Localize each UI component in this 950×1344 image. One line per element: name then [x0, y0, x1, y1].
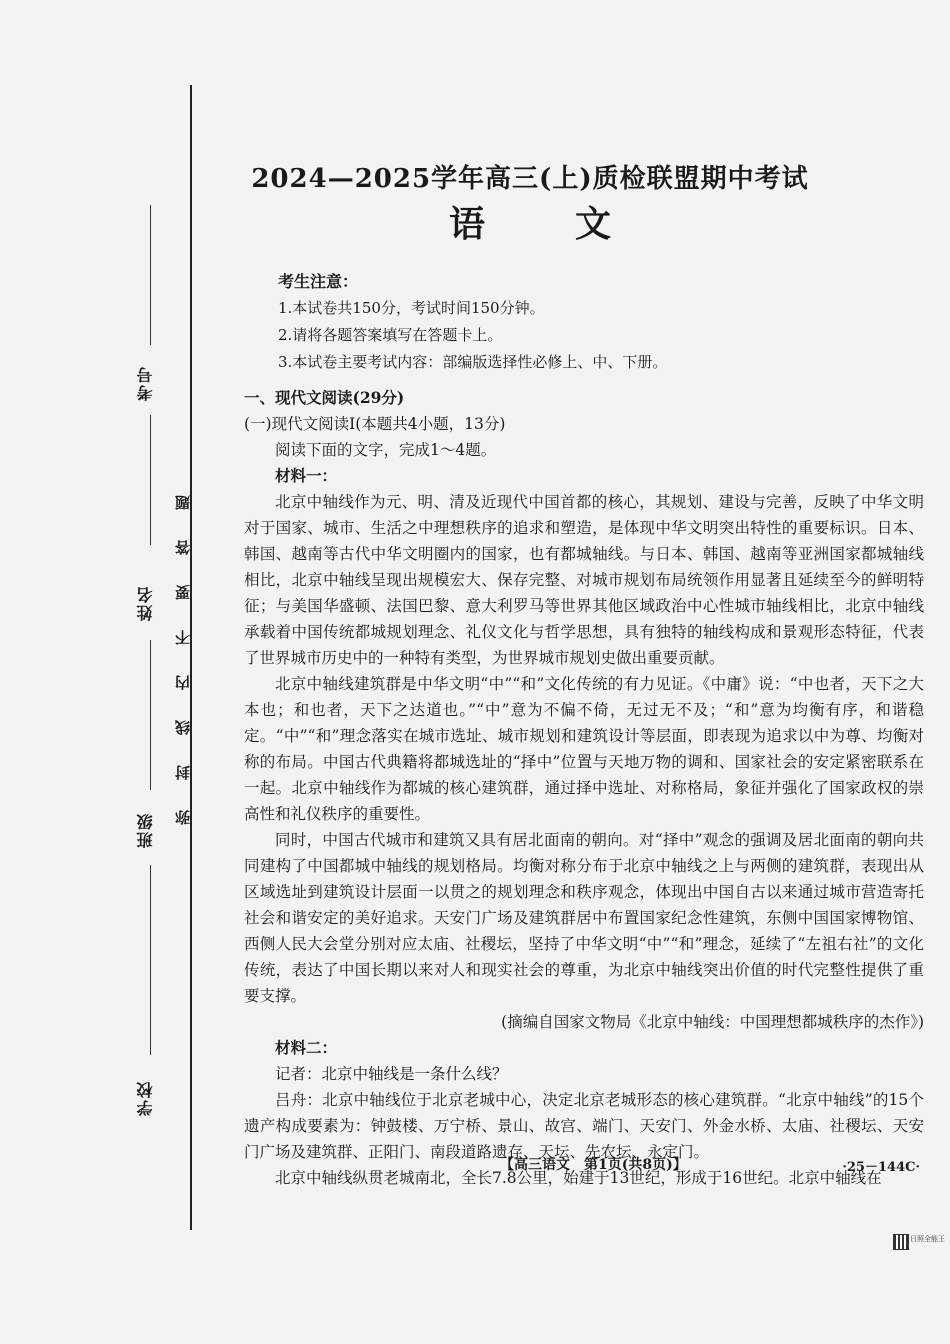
seal-notice: 弥封线内不要答题: [174, 465, 192, 825]
scanner-watermark: 日照全能王: [910, 1235, 945, 1243]
material-1-paragraph: 北京中轴线建筑群是中华文明“中”“和”文化传统的有力见证。《中庸》说：“中也者，天下之大本也；和也者，天下之达道也。”“中”意为不偏不倚，无过无不及；“和”意为均衡有序，和谐稳定。“中”“和”理念落实在城市选址、城市规划和建筑设计等层面，即表现为追求以中为尊、均衡对称的布局。中国古代典籍将都城选址的“择中”位置与天地万物的调和、国家社会的安定紧密联系在一起。北京中轴线作为都城的核心建筑群，通过择中选址、对称格局，象征并强化了国家政权的崇高性和礼仪秩序的重要性。: [244, 675, 924, 823]
class-line: [150, 865, 151, 1055]
notice-item: 2.请将各题答案填写在答题卡上。: [278, 326, 503, 344]
notice-item: 3.本试卷主要考试内容：部编版选择性必修上、中、下册。: [278, 353, 668, 371]
material-1-paragraph: 同时，中国古代城市和建筑又具有居北面南的朝向。对“择中”观念的强调及居北面南的朝向共同建构了中国都城中轴线的规划格局。均衡对称分布于北京中轴线之上与两侧的建筑群，表现出从区域选址到建筑设计层面一以贯之的规划理念和秩序观念，体现出中国自古以来通过城市营造寄托社会和谐安定的美好追求。天安门广场及建筑群居中布置国家纪念性建筑，东侧中国国家博物馆、西侧人民大会堂分别对应太庙、社稷坛，坚持了中华文明“中”“和”理念，延续了“左祖右社”的文化传统，表达了中国长期以来对人和现实社会的尊重，为北京中轴线突出价值的时代完整性提供了重要支撑。: [244, 831, 924, 1005]
field-school: 学校: [136, 1080, 155, 1116]
material-2-paragraph: 记者：北京中轴线是一条什么线？: [275, 1065, 508, 1083]
notice-item: 1.本试卷共150分，考试时间150分钟。: [278, 299, 545, 317]
material-1-source: (摘编自国家文物局《北京中轴线：中国理想都城秩序的杰作》): [501, 1013, 924, 1031]
notice-title: 考生注意：: [278, 272, 359, 291]
candidate-notice: [278, 268, 667, 376]
section-instruction: 阅读下面的文字，完成1～4题。: [275, 441, 497, 459]
reading-section: [244, 385, 924, 1191]
material-2-paragraph: 北京中轴线纵贯老城南北，全长7.8公里，始建于13世纪，形成于16世纪。北京中轴线在: [275, 1169, 882, 1187]
field-class: 班级: [136, 812, 155, 848]
page-footer: 【高三语文 第1页(共8页)】: [500, 1157, 687, 1173]
exam-title: 2024—2025学年高三(上)质检联盟期中考试: [251, 164, 809, 194]
material-2-paragraph: 吕舟：北京中轴线位于北京老城中心，决定北京老城形态的核心建筑群。“北京中轴线”的15个遗产构成要素为：钟鼓楼、万宁桥、景山、故宫、端门、天安门、外金水桥、太庙、社稷坛、天安门广场及建筑群、正阳门、南段道路遗存、天坛、先农坛、永定门。: [244, 1091, 924, 1161]
subject-title: 语文: [448, 203, 701, 245]
field-name: 姓名: [136, 585, 155, 621]
exam-no-line-lower: [150, 415, 151, 545]
qr-code-icon: [893, 1234, 909, 1250]
material-1-label: 材料一：: [275, 466, 338, 485]
name-line: [150, 640, 151, 790]
section-title: 一、现代文阅读(29分): [244, 388, 405, 407]
field-exam-no: 考号: [136, 365, 155, 401]
material-1-paragraph: 北京中轴线作为元、明、清及近现代中国首都的核心，其规划、建设与完善，反映了中华文明对于国家、城市、生活之中理想秩序的追求和塑造，是体现中华文明突出特性的重要标识。日本、韩国、越南等古代中华文明圈内的国家，也有都城轴线。与日本、韩国、越南等亚洲国家都城轴线相比，北京中轴线呈现出规模宏大、保存完整、对城市规划布局统领作用显著且延续至今的鲜明特征；与美国华盛顿、法国巴黎、意大利罗马等世界其他区域政治中心性城市轴线相比，北京中轴线承载着中国传统都城规划理念、礼仪文化与哲学思想，具有独特的轴线构成和景观形态特征，代表了世界城市历史中的一种特有类型，为世界城市规划史做出重要贡献。: [244, 493, 924, 667]
paper-code: ·25－144C·: [842, 1160, 920, 1175]
section-subtitle: (一)现代文阅读Ⅰ(本题共4小题，13分): [244, 415, 506, 433]
material-2-label: 材料二：: [275, 1038, 338, 1057]
